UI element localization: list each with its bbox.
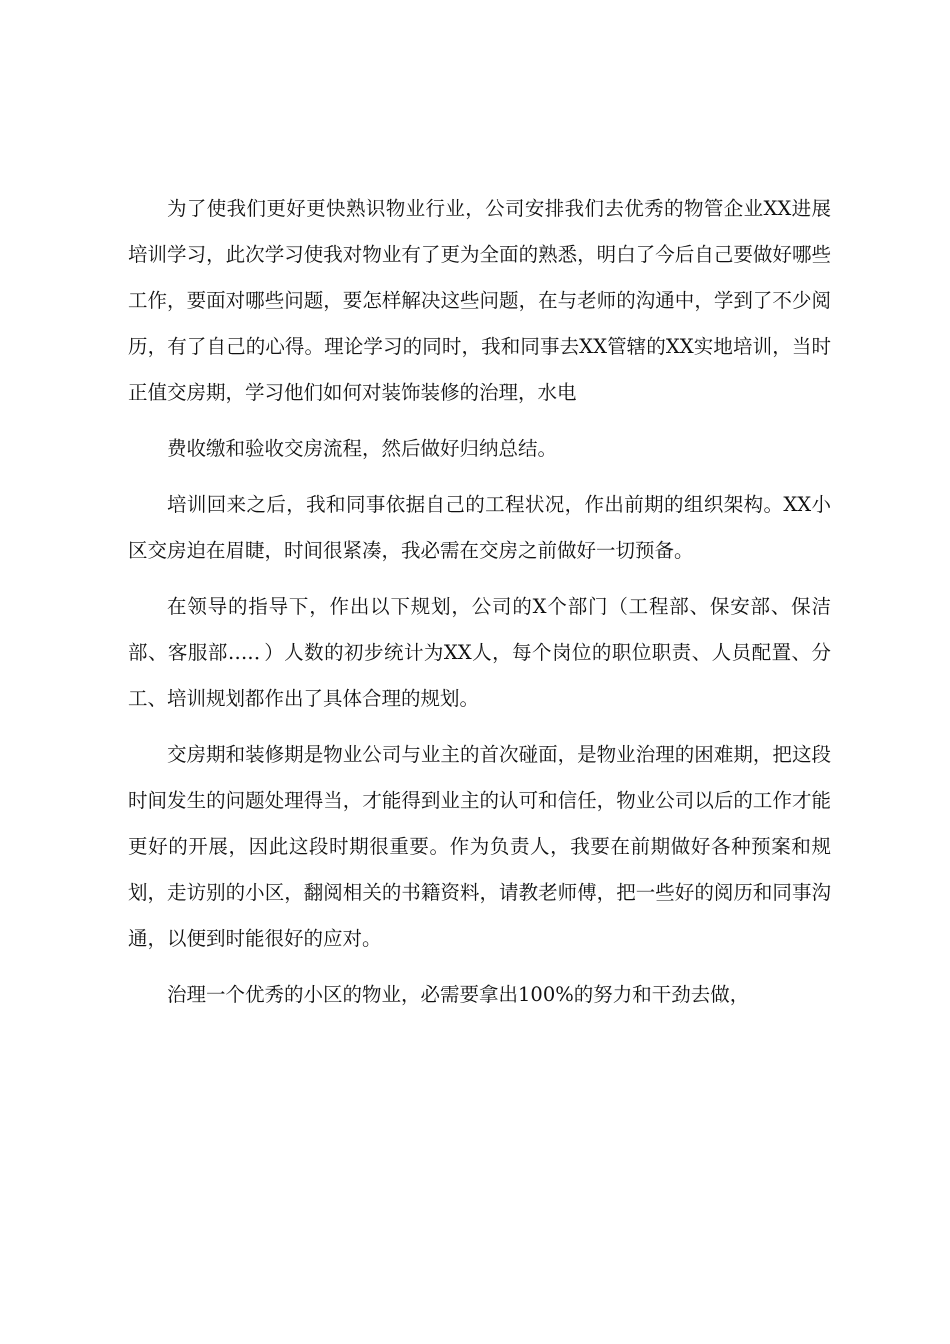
paragraph-1: 为了使我们更好更快熟识物业行业，公司安排我们去优秀的物管企业XX进展培训学习，此次学习使我对物业有了更为全面的熟悉，明白了今后自己要做好哪些工作，要面对哪些问题，要怎样解决这些问题，在与老师的沟通中，学到了不少阅历，有了自己的心得。理论学习的同时，我和同事去XX管辖的XX实地培训，当时正值交房期，学习他们如何对装饰装修的治理，水电 xyxy=(128,197,831,404)
paragraph-4: 在领导的指导下，作出以下规划，公司的X个部门（工程部、保安部、保洁部、客服部….．）人数的初步统计为XX人，每个岗位的职位职责、人员配置、分工、培训规划都作出了具体合理的规划。 xyxy=(128,595,831,710)
paragraph-5: 交房期和装修期是物业公司与业主的首次碰面，是物业治理的困难期，把这段时间发生的问题处理得当，才能得到业主的认可和信任，物业公司以后的工作才能更好的开展，因此这段时期很重要。作为负责人，我要在前期做好各种预案和规划，走访别的小区，翻阅相关的书籍资料，请教老师傅，把一些好的阅历和同事沟通，以便到时能很好的应对。 xyxy=(128,743,831,950)
document-body xyxy=(128,186,831,1018)
paragraph-2: 费收缴和验收交房流程，然后做好归纳总结。 xyxy=(167,437,558,460)
paragraph-3: 培训回来之后，我和同事依据自己的工程状况，作出前期的组织架构。XX小区交房迫在眉睫，时间很紧凑，我必需在交房之前做好一切预备。 xyxy=(128,493,831,562)
paragraph-6: 治理一个优秀的小区的物业，必需要拿出100%的努力和干劲去做， xyxy=(167,983,750,1006)
